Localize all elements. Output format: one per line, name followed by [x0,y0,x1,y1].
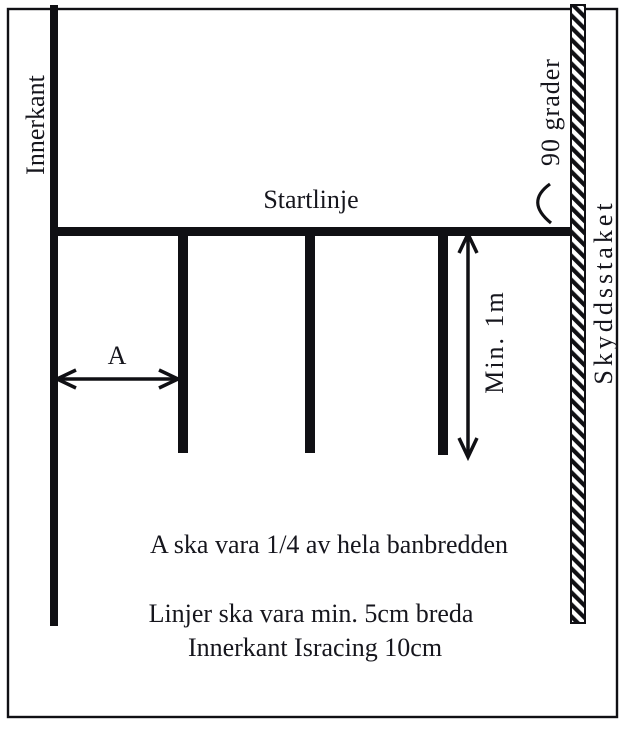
dimension-arrow-min-1m [459,234,477,457]
dimension-arrow-a [57,370,178,388]
inner-edge-label: Innerkant [21,75,50,175]
note-line-width: Linjer ska vara min. 5cm breda [148,599,474,628]
min-height-label: Min. 1m [480,290,509,394]
note-track-width: A ska vara 1/4 av hela banbredden [149,530,509,559]
fence-label: Skyddsstaket [589,199,618,385]
width-dim-label: A [107,341,127,370]
safety-fence-bar [571,5,585,623]
note-inner-edge: Innerkant Isracing 10cm [187,633,443,662]
angle-label: 90 grader [536,58,565,166]
angle-arc [538,184,551,223]
start-line-label: Startlinje [263,185,359,214]
